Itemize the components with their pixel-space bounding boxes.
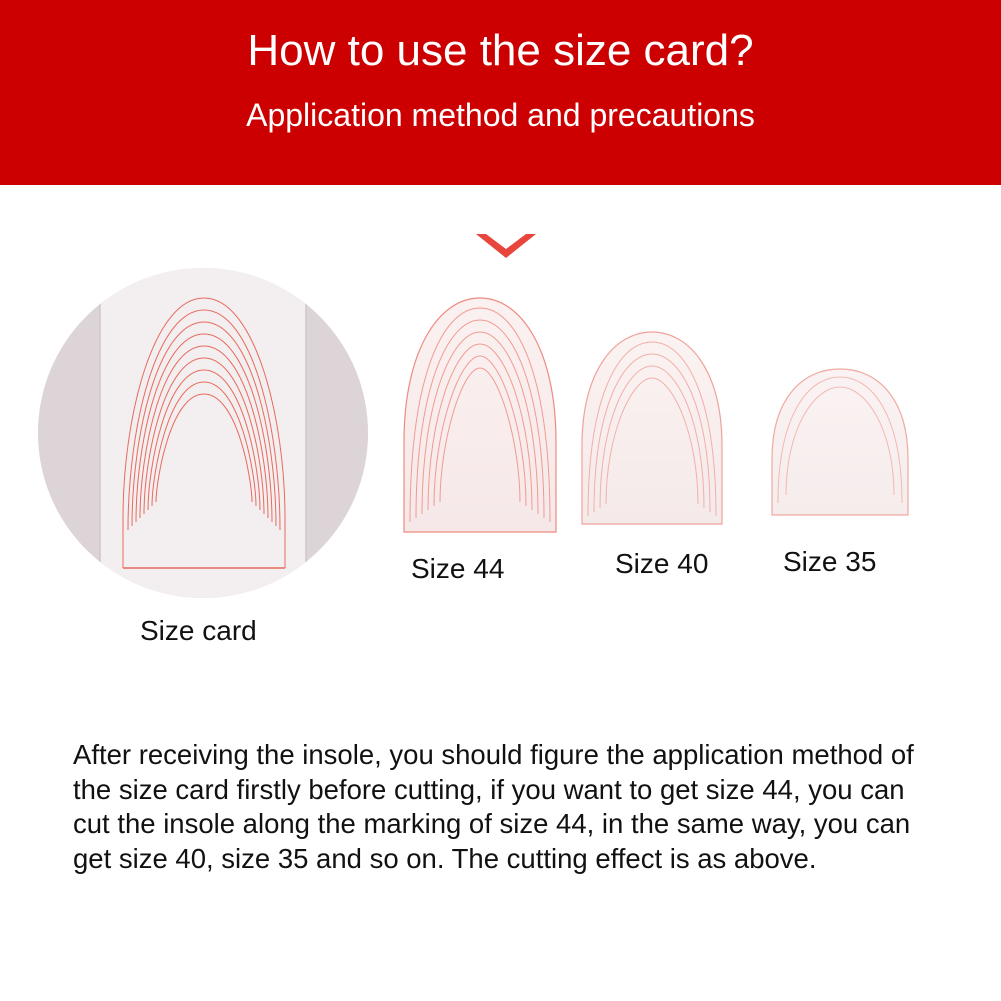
size-40-label: Size 40: [615, 548, 709, 579]
description-text: After receiving the insole, you should figure the application method of the size card firstly before cutting, if you want to get size 44, you can cut the insole along the marking of size 44, in the same way, you can get size 40, size 35 and so on. The cutting effect is as above.: [73, 739, 914, 874]
size-35-image: [768, 363, 912, 521]
page-subtitle: Application method and precautions: [246, 97, 755, 133]
size-40-image: [578, 326, 726, 530]
header-banner: [0, 0, 1001, 185]
page-title: How to use the size card?: [247, 26, 754, 75]
size-35-label: Size 35: [783, 546, 877, 577]
size-card-label: Size card: [140, 615, 257, 646]
chevron-down-icon: [476, 232, 536, 262]
size-card-image: [38, 268, 368, 598]
size-44-image: [400, 292, 560, 537]
size-44-label: Size 44: [411, 553, 505, 584]
